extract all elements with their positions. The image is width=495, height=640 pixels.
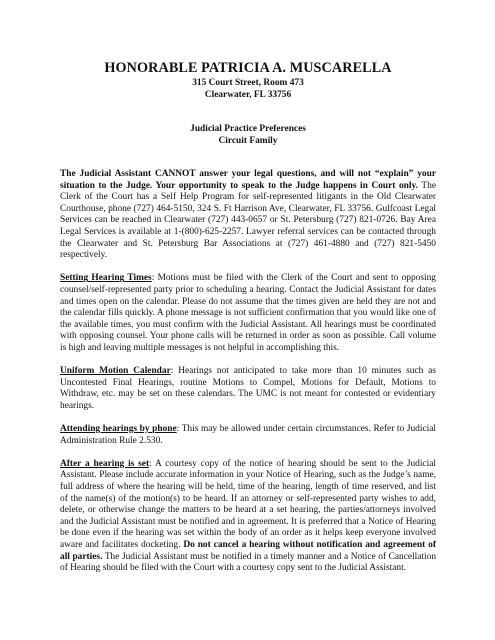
address-line-1: 315 Court Street, Room 473 bbox=[192, 78, 304, 88]
intro-bold-text: The Judicial Assistant CANNOT answer your legal questions, and will not “explain” your situation to the Judge. Your opportunity to speak to the Judge happens in Court only. bbox=[60, 169, 436, 191]
document-title bbox=[60, 123, 436, 147]
address-line-2: Clearwater, FL 33756 bbox=[204, 90, 292, 100]
after-hearing-text: : A courtesy copy of the notice of hearing should be sent to the Judicial Assistant. Please include accurate information in your Notice of Hearing, such as the Judge’s name, full address of where the hearing will be held, time of the hearing, length of time reserved, and list of the name(s) of the motion(s) to be heard. If an attorney or self-represented party wishes to add, delete, or otherwise change the matters to be heard at a set hearing, the parties/attorneys involved and the Judicial Assistant must be notified and in agreement. It is preferred that a Notice of Hearing be done even if the hearing was set within the body of an order as it helps keep everyone involved aware and facilitates docketing. bbox=[60, 458, 436, 550]
judge-name: HONORABLE PATRICIA A. MUSCARELLA bbox=[104, 60, 392, 76]
hearing-times-text: : Motions must be filed with the Clerk of the Court and sent to opposing counsel/self-represented party prior to scheduling a hearing. Contact the Judicial Assistant for dates and times open on the calendar. Please do not assume that the times given are held they are not and the calendar fills quickly. A phone message is not sufficient confirmation that you would like one of the available times, you must confirm with the Judicial Assistant. All hearings must be coordinated with opposing counsel. Your phone calls will be returned in order as soon as possible. Call volume is high and leaving multiple messages is not helpful in accomplishing this. bbox=[60, 273, 436, 353]
title-line-2: Circuit Family bbox=[218, 136, 278, 146]
umc-heading: Uniform Motion Calendar bbox=[60, 366, 171, 377]
phone-text: : This may be allowed under certain circumstances. Refer to Judicial Administration Rule 2.530. bbox=[60, 424, 436, 446]
after-hearing-paragraph bbox=[60, 459, 436, 575]
phone-heading: Attending hearings by phone bbox=[60, 424, 177, 435]
after-hearing-bold-text: Do not cancel a hearing without notification and agreement of all parties. bbox=[60, 540, 436, 562]
after-hearing-text-2: The Judicial Assistant must be notified in a timely manner and a Notice of Cancellation of Hearing should be filed with the Court with a courtesy copy sent to the Judicial Assistant. bbox=[60, 551, 437, 574]
umc-text: : Hearings not anticipated to take more than 10 minutes such as Uncontested Final Hearings, routine Motions to Compel, Motions for Default, Motions to Withdraw, etc. may be set on these calendars. The UMC is not meant for contested or evidentiary hearings. bbox=[60, 366, 436, 411]
hearing-times-heading: Setting Hearing Times bbox=[60, 273, 152, 284]
phone-paragraph bbox=[60, 424, 436, 447]
title-line-1: Judicial Practice Preferences bbox=[190, 124, 306, 134]
hearing-times-paragraph bbox=[60, 273, 436, 354]
intro-paragraph bbox=[60, 169, 436, 262]
document-header bbox=[60, 60, 436, 101]
document-body bbox=[60, 169, 436, 575]
intro-text: The Clerk of the Court has a Self Help Program for self-represented litigants in the Old Clearwater Courthouse, phone (727) 464-5150, 324 S. Ft Harrison Ave, Clearwater, FL 33756. Gulfcoast Legal Services can be reached in Clearwater (727) 443-0657 or St. Petersburg (727) 821-0726. Bay Area Legal Services is available at 1-(800)-625-2257. Lawyer referral services can be contacted through the Clearwater and St. Petersburg Bar Associations at (727) 461-4880 and (727) 821-5450 respectively. bbox=[60, 180, 437, 261]
umc-paragraph bbox=[60, 366, 436, 412]
after-hearing-heading: After a hearing is set bbox=[60, 458, 150, 469]
